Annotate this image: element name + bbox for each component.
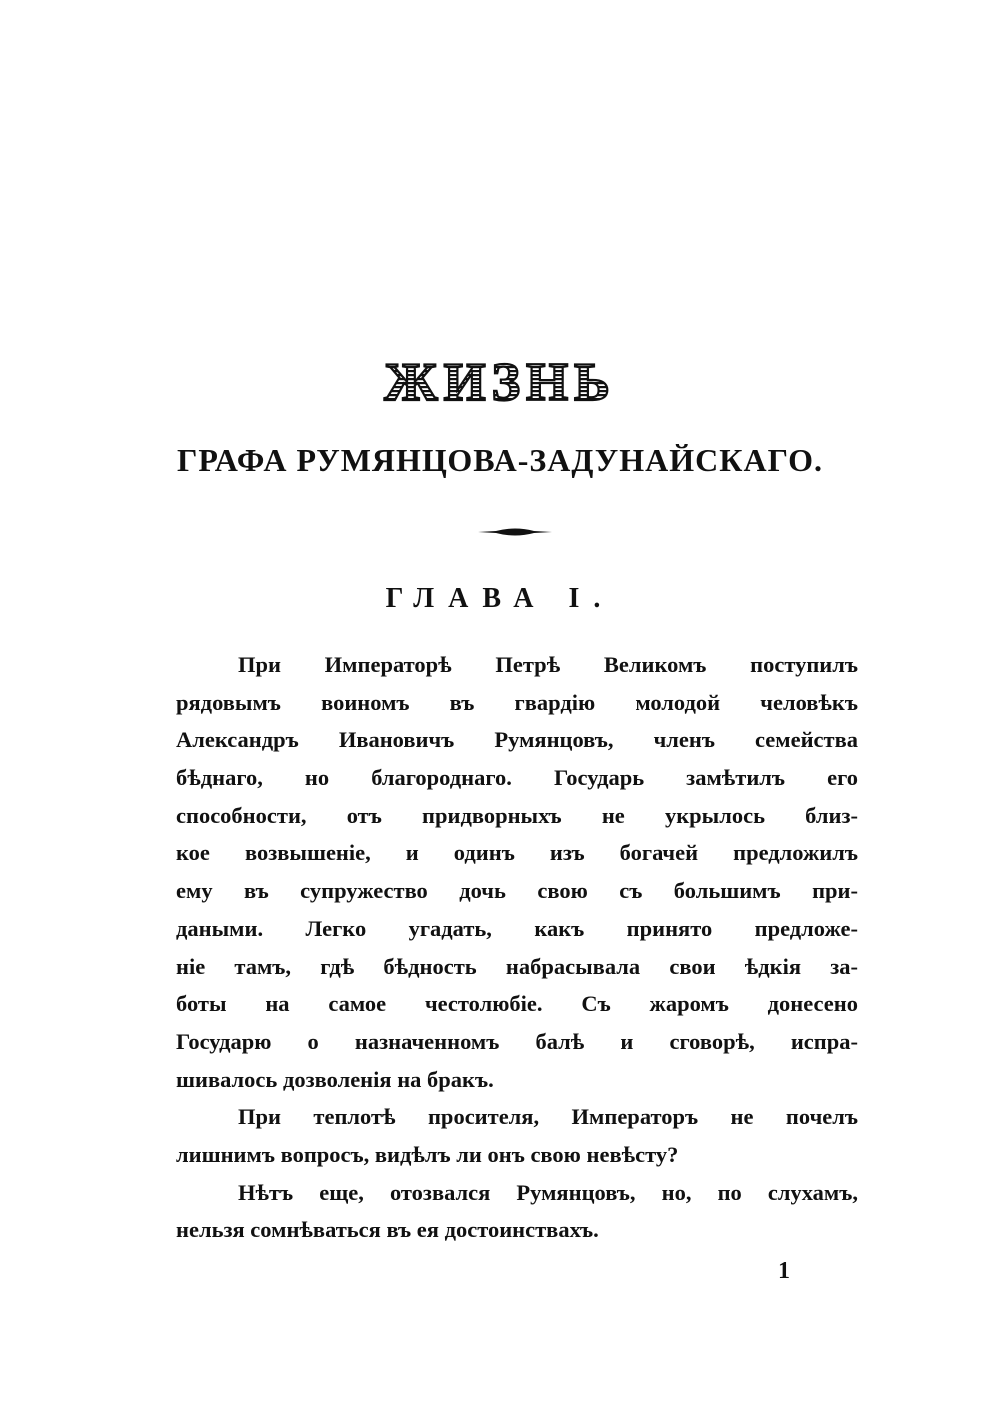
text-line: ему въ супружество дочь свою съ большимъ при- [176, 878, 858, 904]
book-subtitle: ГРАФА РУМЯНЦОВА-ЗАДУНАЙСКАГО. [176, 442, 824, 478]
text-line: При Императорѣ Петрѣ Великомъ поступилъ [238, 652, 858, 677]
text-line: Нѣтъ еще, отозвался Румянцовъ, но, по слухамъ, [238, 1179, 858, 1205]
text-line: При теплотѣ просителя, Императоръ не почелъ [238, 1104, 858, 1130]
text-line: нельзя сомнѣваться въ ея достоинствахъ. [176, 1217, 599, 1243]
body-text [176, 646, 858, 1249]
text-line: рядовымъ воиномъ въ гвардію молодой человѣкъ [176, 689, 858, 715]
text-line: ніе тамъ, гдѣ бѣдность набрасывала свои ѣдкія за- [176, 953, 858, 979]
text-line: боты на самое честолюбіе. Съ жаромъ донесено [176, 991, 858, 1017]
paragraph-1 [176, 646, 858, 1098]
text-line: способности, отъ придворныхъ не укрылось близ- [176, 802, 858, 828]
decorative-title [0, 350, 1000, 414]
text-line: даными. Легко угадать, какъ принято предложе- [176, 915, 858, 941]
page-number: 1 [778, 1258, 790, 1284]
chapter-heading: ГЛАВА I. [385, 583, 615, 614]
text-line: Государю о назначенномъ балѣ и сговорѣ, испра- [176, 1028, 858, 1054]
divider-ornament [478, 526, 552, 538]
text-line: бѣднаго, но благороднаго. Государь замѣтилъ его [176, 765, 858, 791]
decorative-title-art [350, 350, 650, 414]
decorative-title-text: ЖИЗНЬ [384, 352, 616, 412]
paragraph-2 [176, 1098, 858, 1173]
text-line: лишнимъ вопросъ, видѣлъ ли онъ свою невѣсту? [176, 1141, 679, 1167]
paragraph-3 [176, 1174, 858, 1249]
text-line: Александръ Ивановичъ Румянцовъ, членъ семейства [176, 727, 858, 753]
text-line: шивалось дозволенія на бракъ. [176, 1066, 494, 1092]
text-line: кое возвышеніе, и одинъ изъ богачей предложилъ [176, 840, 858, 866]
